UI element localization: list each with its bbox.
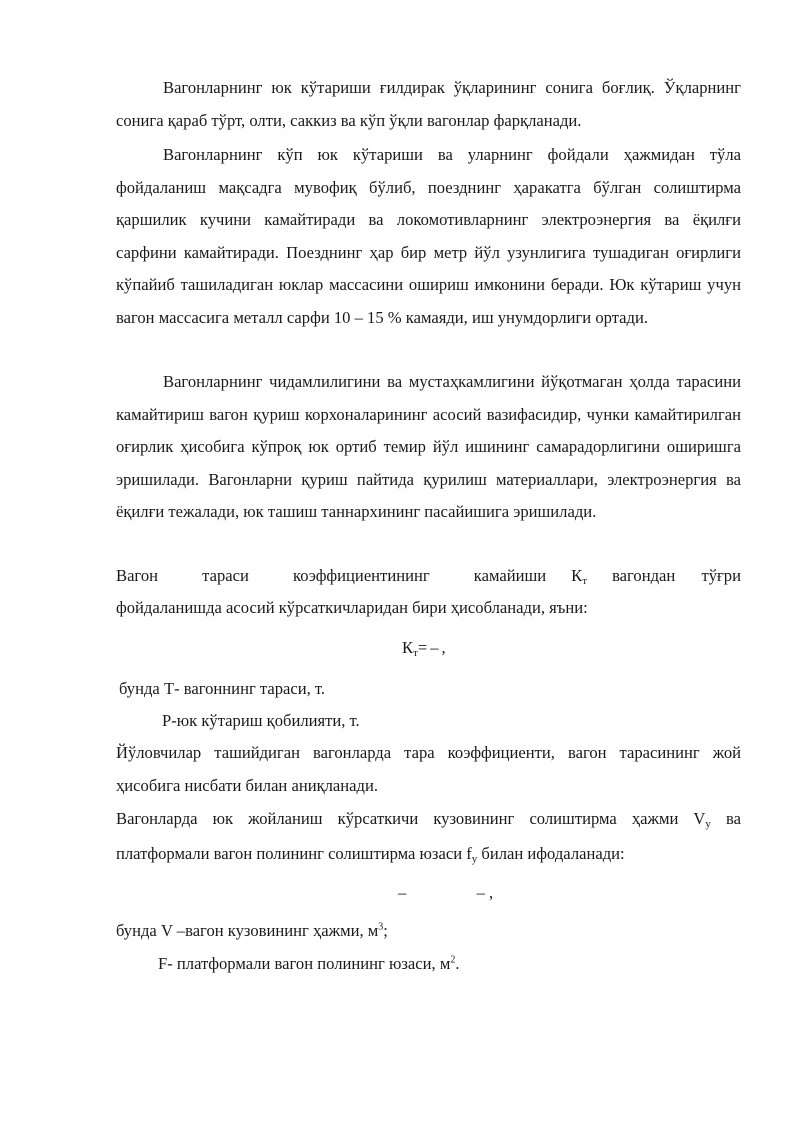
paragraph-tare-coefficient-line2: фойдаланишда асосий кўрсаткичларидан бири ҳисобланади, яъни: (116, 598, 588, 617)
tare-coefficient-symbol: Кт (571, 566, 588, 587)
paragraph-passenger-tare: Йўловчилар ташийдиган вагонларда тара коэффициенти, вагон тарасининг жой ҳисобига нисбати билан аниқланади. (116, 743, 741, 795)
definition-volume: бунда V –вагон кузовининг ҳажми, $м^3$; (116, 921, 388, 940)
definition-floor-area: F- платформали вагон полининг юзаси, $м^2$. (158, 954, 460, 973)
tare-coefficient-text: Вагон тараси коэффициентининг камайиши (116, 566, 547, 585)
paragraph-axle-count: Вагонларнинг юк кўтариши ғилдирак ўқларининг сонига боғлиқ. Ўқларнинг сонига қараб тўрт, олти, саккиз ва кўп ўқли вагонлар фарқланади. (116, 78, 741, 130)
formula-tare-coefficient: Кт=–, (402, 638, 449, 659)
definition-capacity: Р-юк кўтариш қобилияти, т. (162, 711, 360, 730)
formula-specific-volume: – – , (398, 883, 494, 902)
paragraph-load-capacity: Вагонларнинг кўп юк кўтариши ва уларнинг фойдали ҳажмидан тўла фойдаланиш мақсадга мувофиқ бўлиб, поезднинг ҳаракатга бўлган солиштирма қаршилик кучини камайтиради ва локомотивларнинг электроэнергия ва ёқилғи сарфини камайтиради. Поезднинг ҳар бир метр йўл узунлигига тушадиган оғирлиги кўпайиб ташиладиган юклар массасини ошириш имконини беради. Юк кўтариш учун вагон массасига металл сарфи 10 – 15 % камаяди, иш унумдорлиги ортади. (116, 145, 741, 327)
paragraph-tare-coefficient-line1 (116, 560, 741, 595)
definition-tare: бунда Т- вагоннинг тараси, т. (119, 679, 326, 698)
paragraph-tare-reduction: Вагонларнинг чидамлилигини ва мустаҳкамлигини йўқотмаган ҳолда тарасини камайтириш вагон қуриш корхоналарининг асосий вазифасидир, чунки камайтирилган оғирлик ҳисобига кўпроқ юк ортиб темир йўл ишининг самарадорлигини оширишга эришилади. Вагонларни қуриш пайтида қурилиш материаллари, электроэнергия ва ёқилғи тежалади, юк ташиш таннархининг пасайишига эришилади. (116, 372, 741, 522)
paragraph-load-indicator: Вагонларда юк жойланиш кўрсаткичи кузовининг солиштирма ҳажми Vу ва платформали вагон полининг солиштирма юзаси fу билан ифодаланади: (116, 809, 741, 865)
tare-coefficient-text-continued: вагондан тўғри (612, 566, 741, 585)
